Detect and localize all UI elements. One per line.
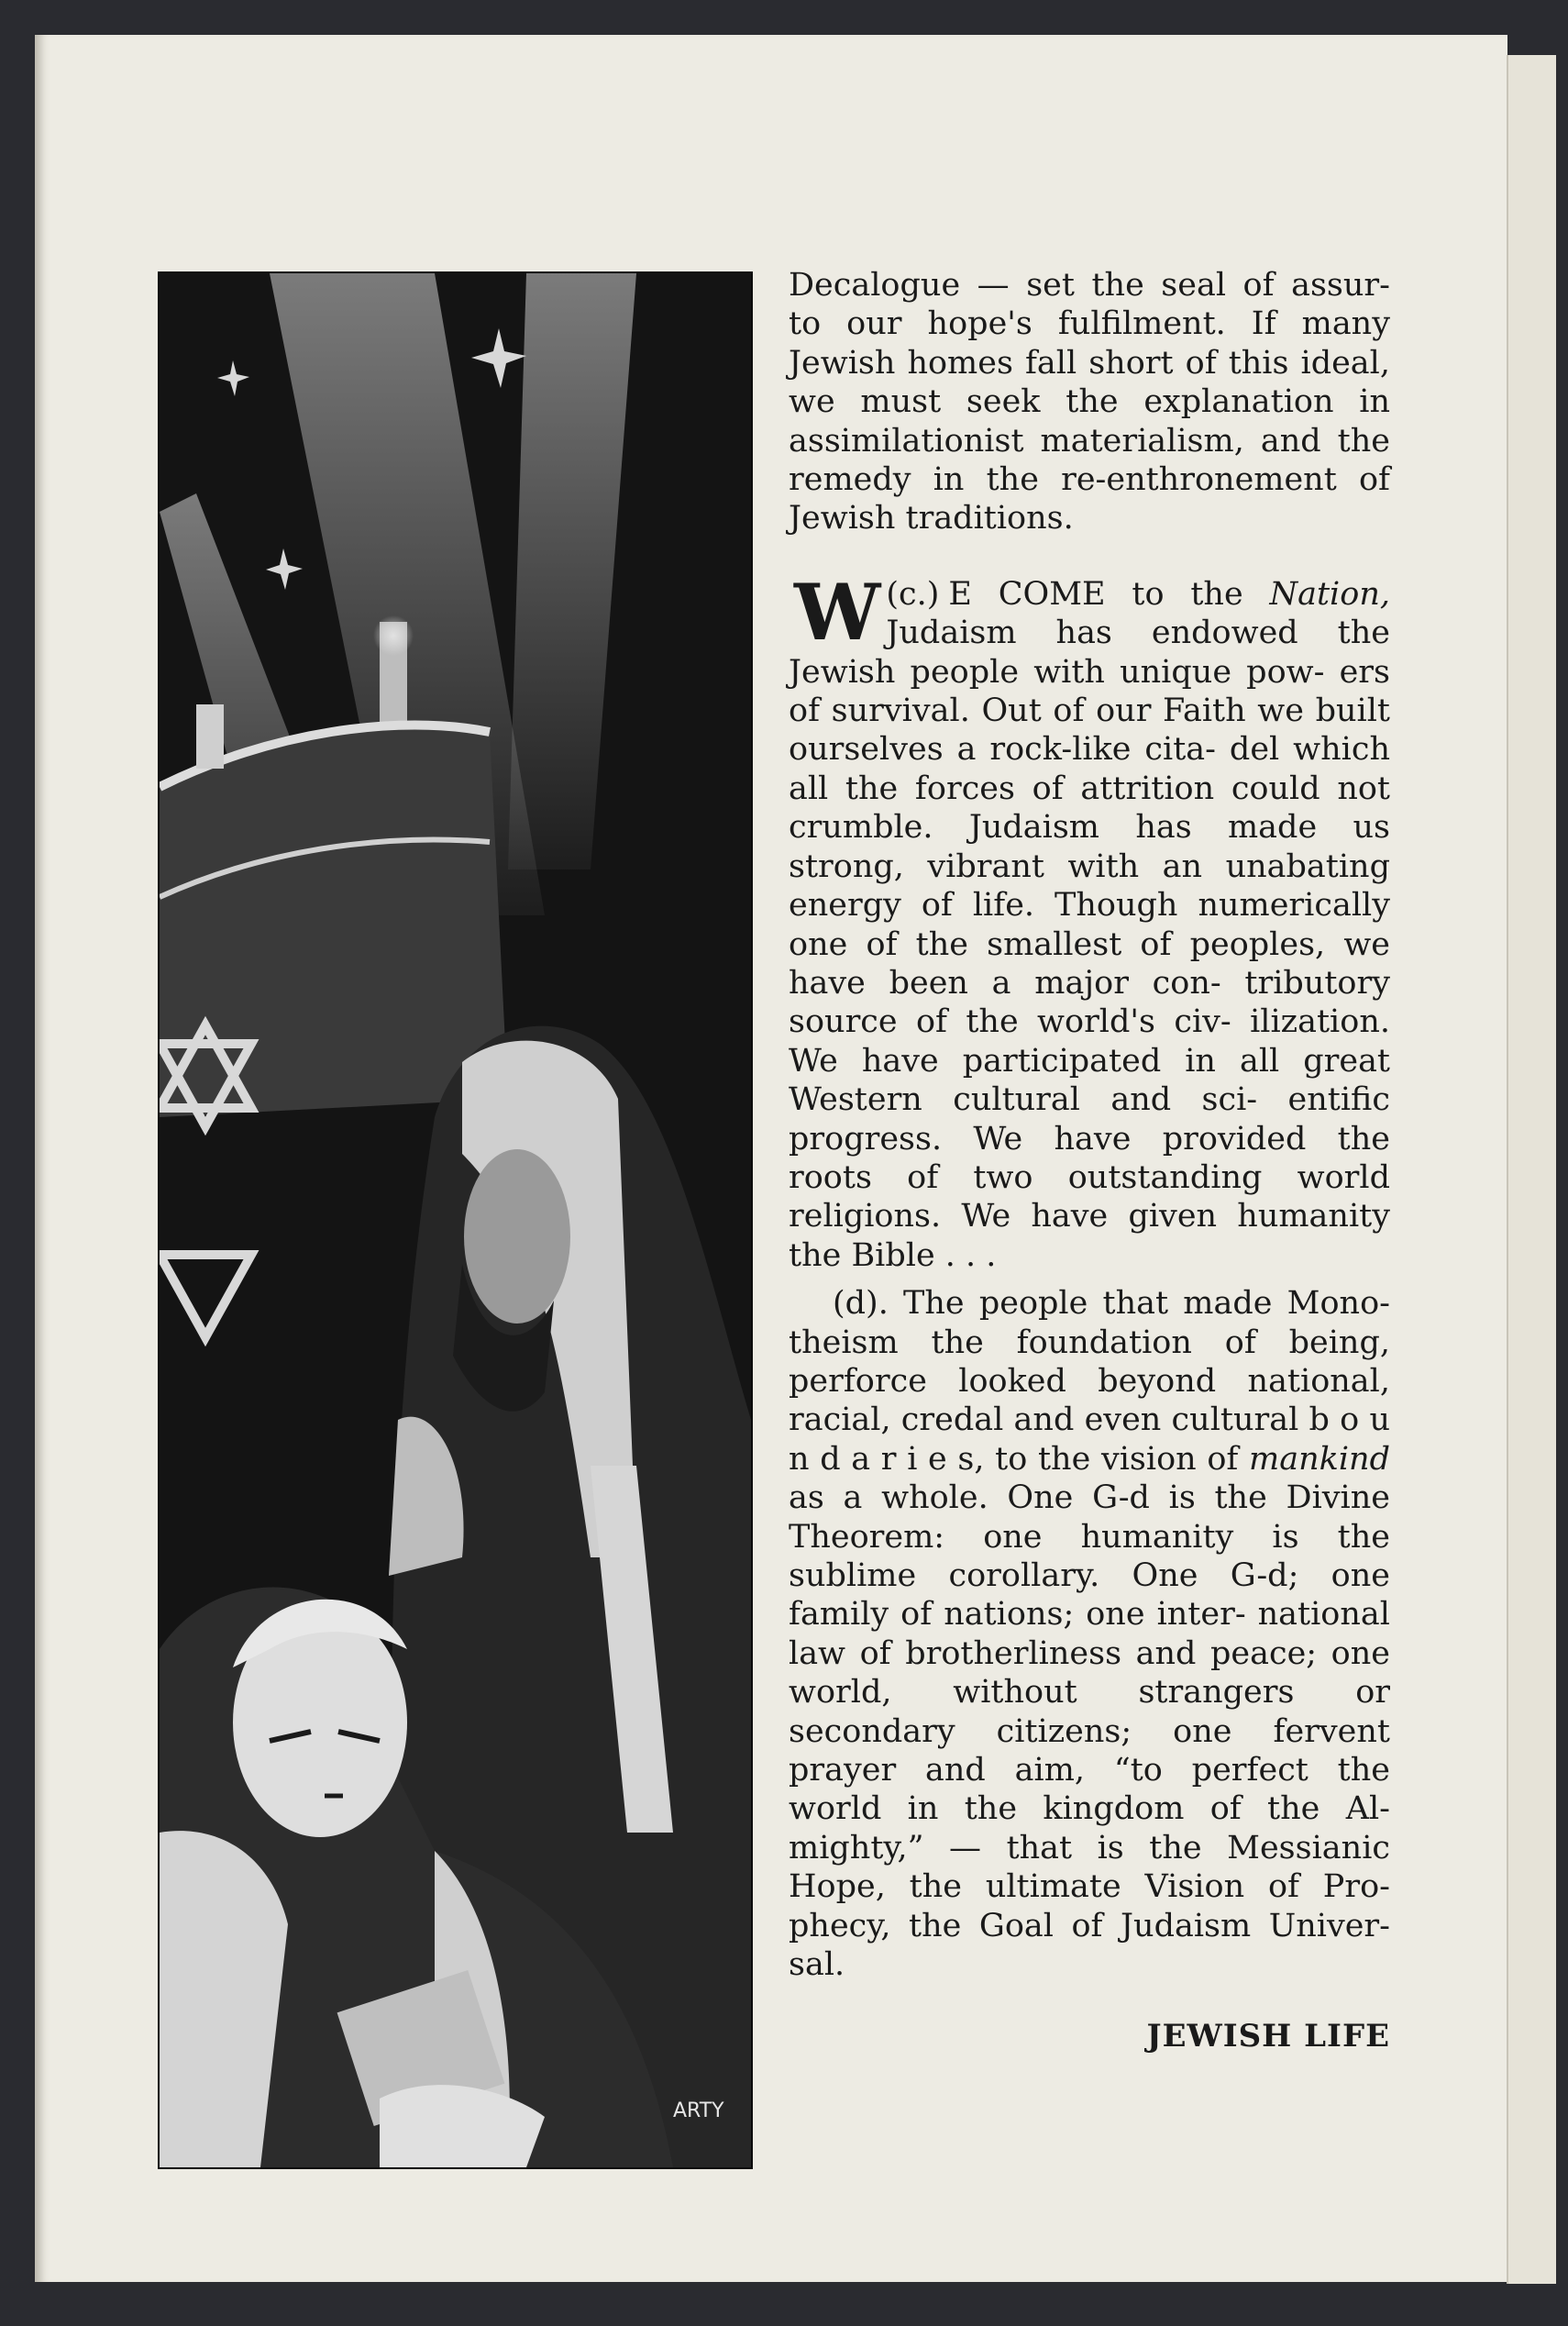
article-column xyxy=(789,266,1390,1984)
paragraph-c xyxy=(789,566,1390,1275)
next-page-edge xyxy=(1507,55,1556,2284)
illustration xyxy=(158,271,753,2169)
paragraph-b-continued: Decalogue — set the seal of assur- to our hope's fulfilment. If many Jewish homes fall short of this ideal, we must seek the explanation in assimilationist materialism, and the remedy in the re-enthronement of Jewish traditions. xyxy=(789,267,1390,537)
paragraph-d-body: as a whole. One G-d is the Divine Theorem: one humanity is the sublime corollary. One G-d; one family of nations; one inter- national law of brotherliness and peace; one world, without strangers or secondary citizens; one fervent prayer and aim, “to perfect the world in the kingdom of the Al- mighty,” — that is the Messianic Hope, the ultimate Vision of Pro- phecy, the Goal of Judaism Univer- sal. xyxy=(789,1479,1390,1984)
paragraph-d-lead: (d). The people that made Mono- theism the foundation of being, perforce looked beyond national, racial, credal and even cultural b o u n d a r i e s, to the vision of xyxy=(789,1285,1390,1478)
paragraph-d xyxy=(789,1284,1390,1984)
section-label-c: (c.) xyxy=(886,575,940,613)
illustration-artwork xyxy=(160,273,751,2167)
paragraph-c-lead: E COME to the xyxy=(948,575,1270,613)
drop-cap: W xyxy=(794,566,881,658)
paragraph-c-italic: Nation, xyxy=(1269,575,1390,613)
paragraph-d-italic: mankind xyxy=(1249,1440,1390,1478)
publication-footer: JEWISH LIFE xyxy=(1146,2018,1390,2055)
paragraph-c-body: Judaism has endowed the Jewish people with unique pow- ers of survival. Out of our Faith we built ourselves a rock-like cita- del which all the forces of attrition could not crumble. Judaism has made us strong, vibrant with an unabating energy of life. Though numerically one of the smallest of peoples, we have been a major con- tributory source of the world's civ- ilization. We have participated in all great Western cultural and sci- entific progress. We have provided the roots of two outstanding world religions. We have given humanity the Bible . . . xyxy=(789,615,1390,1274)
artist-signature: ARTY xyxy=(673,2099,724,2122)
